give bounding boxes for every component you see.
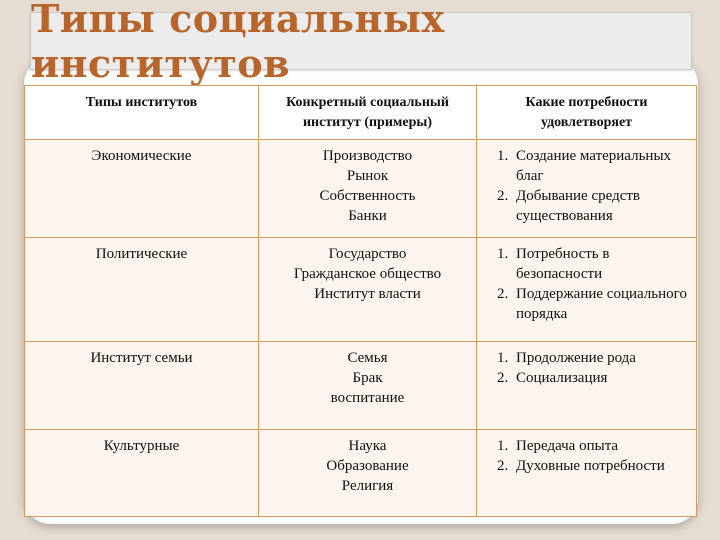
example-item: Банки bbox=[348, 208, 387, 224]
example-item: Семья bbox=[347, 350, 388, 366]
need-item: 1. Создание материальных благ bbox=[512, 146, 690, 186]
page-title: Типы социальных институтов bbox=[31, 0, 445, 86]
cell-needs bbox=[477, 430, 697, 517]
example-item: Гражданское общество bbox=[293, 266, 442, 282]
table-row bbox=[25, 430, 697, 517]
example-item: Наука bbox=[348, 438, 387, 454]
example-item: Производство bbox=[322, 148, 413, 164]
need-item: 1. Потребность в безопасности bbox=[512, 244, 690, 284]
header-needs: Какие потребности удовлетворяет bbox=[477, 86, 697, 140]
table-header-row bbox=[25, 86, 697, 140]
example-item: Институт власти bbox=[314, 286, 421, 302]
cell-type: Политические bbox=[25, 238, 259, 342]
cell-needs bbox=[477, 140, 697, 238]
cell-type: Экономические bbox=[25, 140, 259, 238]
example-item: Государство bbox=[328, 246, 407, 262]
example-item: Образование bbox=[326, 458, 409, 474]
cell-examples bbox=[259, 430, 477, 517]
cell-needs bbox=[477, 342, 697, 430]
table-row bbox=[25, 140, 697, 238]
need-item: 2. Социализация bbox=[512, 368, 690, 388]
cell-needs bbox=[477, 238, 697, 342]
cell-type: Культурные bbox=[25, 430, 259, 517]
example-item: Рынок bbox=[346, 168, 389, 184]
need-item: 2. Добывание средств существования bbox=[512, 186, 690, 226]
cell-type: Институт семьи bbox=[25, 342, 259, 430]
title-banner bbox=[30, 0, 692, 86]
example-item: Собственность bbox=[319, 188, 416, 204]
table-row bbox=[25, 238, 697, 342]
institutions-table bbox=[24, 85, 697, 517]
need-item: 1. Передача опыта bbox=[512, 436, 690, 456]
need-item: 1. Продолжение рода bbox=[512, 348, 690, 368]
example-item: воспитание bbox=[330, 390, 405, 406]
header-examples: Конкретный социальный институт (примеры) bbox=[259, 86, 477, 140]
table-row bbox=[25, 342, 697, 430]
cell-examples bbox=[259, 342, 477, 430]
cell-examples bbox=[259, 238, 477, 342]
header-types: Типы институтов bbox=[25, 86, 259, 140]
example-item: Религия bbox=[341, 478, 394, 494]
need-item: 2. Духовные потребности bbox=[512, 456, 690, 476]
need-item: 2. Поддержание социального порядка bbox=[512, 284, 690, 324]
cell-examples bbox=[259, 140, 477, 238]
example-item: Брак bbox=[352, 370, 383, 386]
